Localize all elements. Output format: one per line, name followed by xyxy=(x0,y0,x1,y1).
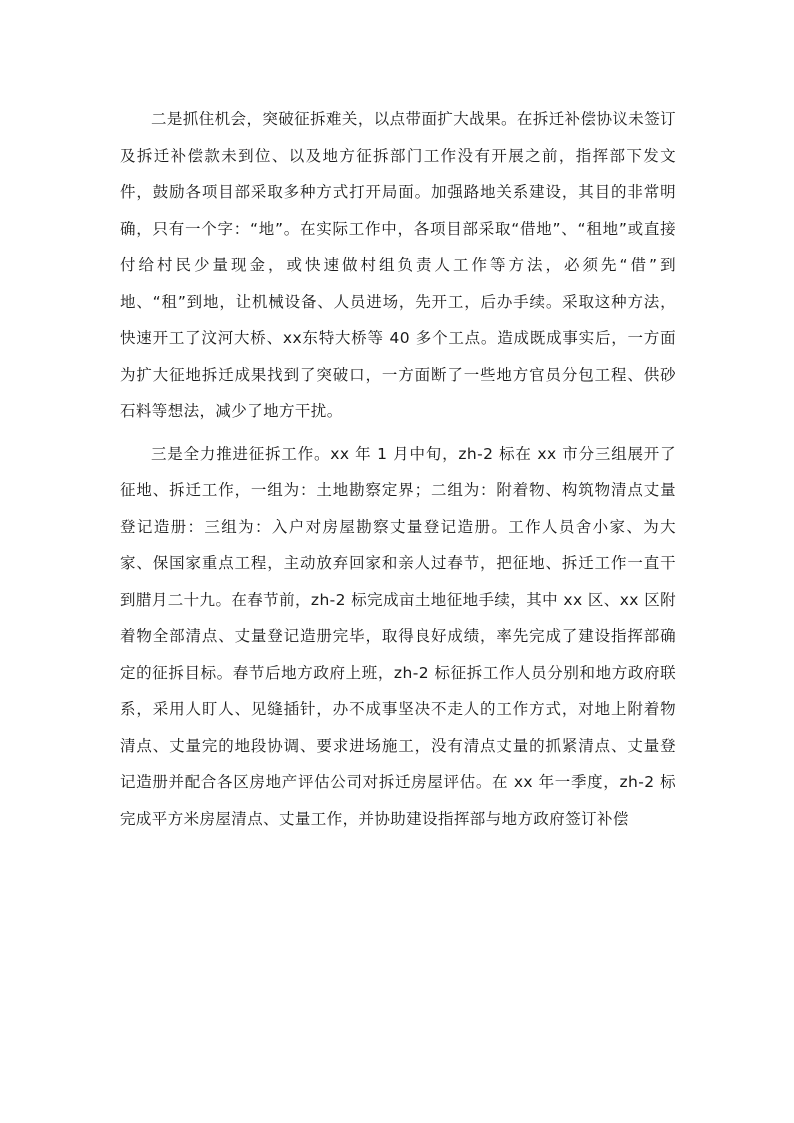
paragraph-3: 三是全力推进征拆工作。xx 年 1 月中旬，zh-2 标在 xx 市分三组展开了征地、拆迁工作，一组为：土地勘察定界；二组为：附着物、构筑物清点丈量登记造册：三组为：入户对房屋勘察丈量登记造册。工作人员舍小家、为大家、保国家重点工程，主动放弃回家和亲人过春节，把征地、拆迁工作一直干到腊月二十九。在春节前，zh-2 标完成亩土地征地手续，其中 xx 区、xx 区附着物全部清点、丈量登记造册完毕，取得良好成绩，率先完成了建设指挥部确定的征拆目标。春节后地方政府上班，zh-2 标征拆工作人员分别和地方政府联系，采用人盯人、见缝插针，办不成事坚决不走人的工作方式，对地上附着物清点、丈量完的地段协调、要求进场施工，没有清点丈量的抓紧清点、丈量登记造册并配合各区房地产评估公司对拆迁房屋评估。在 xx 年一季度，zh-2 标完成平方米房屋清点、丈量工作，并协助建设指挥部与地方政府签订补偿 xyxy=(120,444,676,828)
paragraph-2: 二是抓住机会，突破征拆难关，以点带面扩大战果。在拆迁补偿协议未签订及拆迁补偿款未到位、以及地方征拆部门工作没有开展之前，指挥部下发文件，鼓励各项目部采取多种方式打开局面。加强路地关系建设，其目的非常明确，只有一个字：“地”。在实际工作中，各项目部采取“借地”、“租地”或直接付给村民少量现金，或快速做村组负责人工作等方法，必须先“借”到地、“租”到地，让机械设备、人员进场，先开工，后办手续。采取这种方法，快速开工了汶河大桥、xx东特大桥等 40 多个工点。造成既成事实后，一方面为扩大征地拆迁成果找到了突破口，一方面断了一些地方官员分包工程、供砂石料等想法，减少了地方干扰。 xyxy=(120,110,676,420)
document-body xyxy=(120,101,676,843)
